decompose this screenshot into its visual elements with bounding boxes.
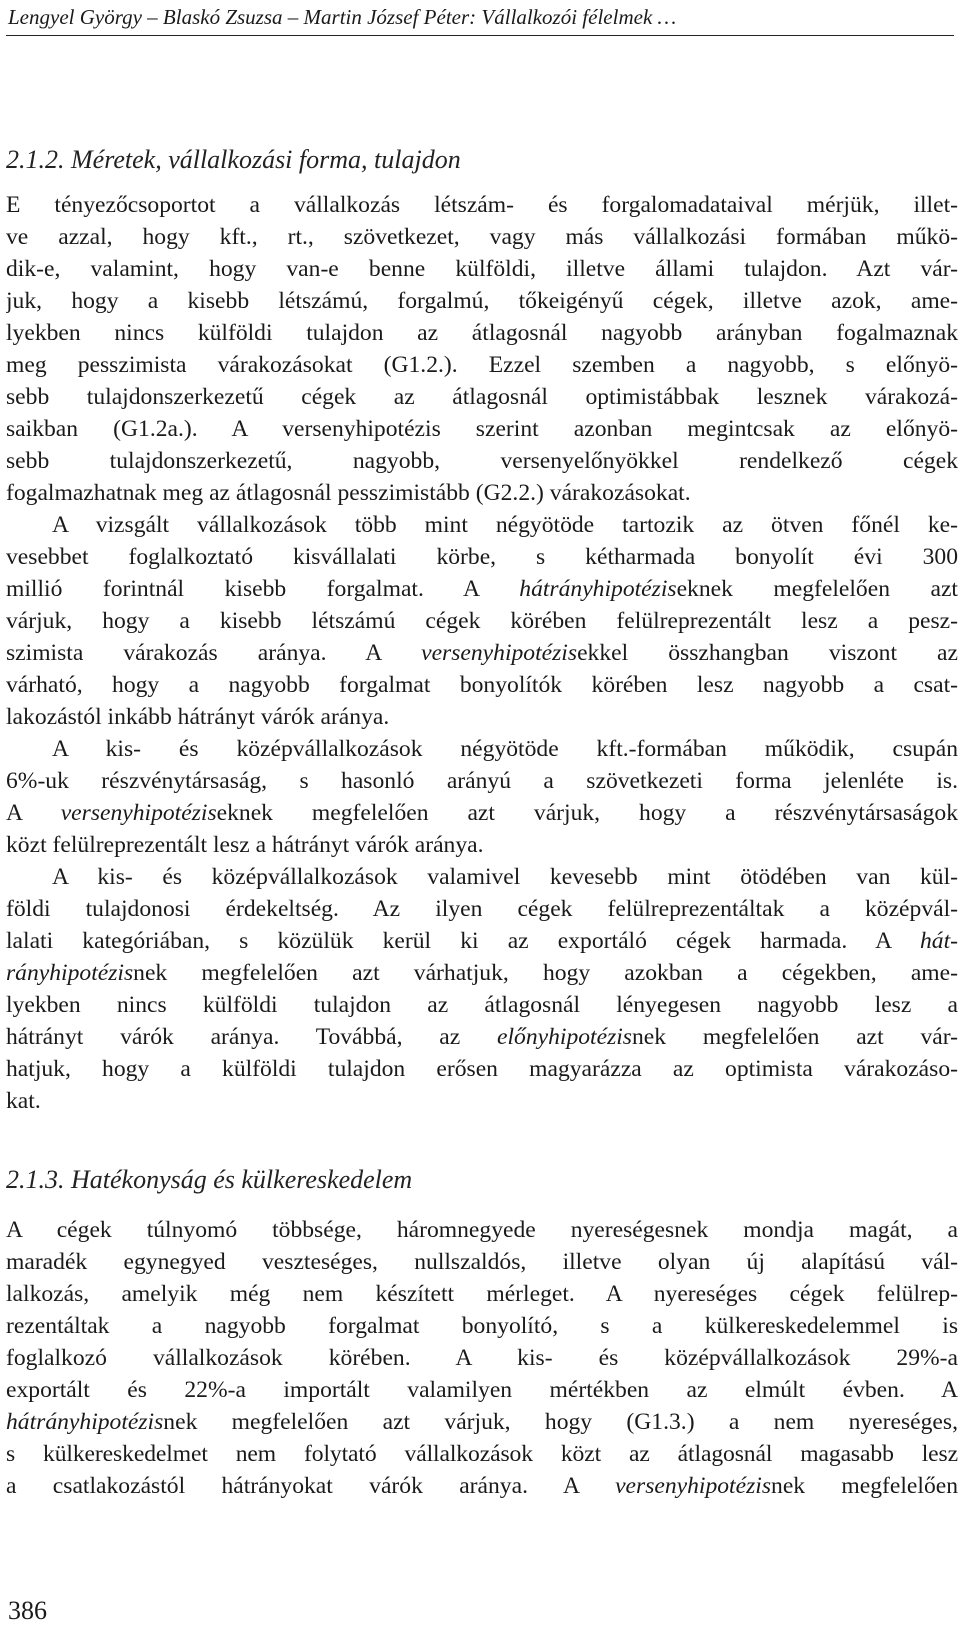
text-line: lakozástól inkább hátrányt várók aránya. — [6, 704, 390, 730]
text-line: s külkereskedelmet nem folytató vállalkozások közt az átlagosnál magasabb lesz — [6, 1441, 958, 1467]
section-heading-2-1-3: 2.1.3. Hatékonyság és külkereskedelem — [6, 1165, 413, 1194]
emphasis: hátrányhipotézis — [519, 576, 677, 602]
text-line: hatjuk, hogy a külföldi tulajdon erősen magyarázza az optimista várakozáso- — [6, 1056, 958, 1082]
text-line: hátrányhipotézisnek megfelelően azt várjuk, hogy (G1.3.) a nem nyereséges, — [6, 1409, 958, 1435]
text-line: vesebbet foglalkoztató kisvállalati körbe, s kétharmada bonyolít évi 300 — [6, 544, 958, 570]
text-line: A kis- és középvállalkozások négyötöde kft.-formában működik, csupán — [52, 736, 958, 762]
emphasis: versenyhipotézis — [60, 800, 217, 826]
text-line: sebb tulajdonszerkezetű cégek az átlagosnál optimistábbak lesznek várakozá- — [6, 384, 958, 410]
text-line: exportált és 22%-a importált valamilyen mértékben az elmúlt évben. A — [6, 1377, 958, 1403]
text-line: A vizsgált vállalkozások több mint négyötöde tartozik az ötven főnél ke- — [52, 512, 958, 538]
paragraph-foreign-ownership — [6, 861, 958, 1117]
emphasis: versenyhipotézis — [615, 1473, 772, 1499]
paragraph-company-size — [6, 509, 958, 733]
text-line: saikban (G1.2a.). A versenyhipotézis szerint azonban megintcsak az előnyö- — [6, 416, 958, 442]
text-line: földi tulajdonosi érdekeltség. Az ilyen cégek felülreprezentáltak a középvál- — [6, 896, 958, 922]
text-line: maradék egynegyed veszteséges, nullszaldós, illetve olyan új alapítású vál- — [6, 1249, 958, 1275]
text-line: rezentáltak a nagyobb forgalmat bonyolító, s a külkereskedelemmel is — [6, 1313, 958, 1339]
text-line: a csatlakozástól hátrányokat várók aránya. A versenyhipotézisnek megfelelően — [6, 1473, 958, 1499]
text-line: rányhipotézisnek megfelelően azt várhatjuk, hogy azokban a cégekben, ame- — [6, 960, 958, 986]
text-line: lalkozás, amelyik még nem készített mérleget. A nyereséges cégek felülrep- — [6, 1281, 958, 1307]
text-line: várjuk, hogy a kisebb létszámú cégek körében felülreprezentált lesz a pesz- — [6, 608, 958, 634]
paragraph-efficiency-trade — [6, 1214, 958, 1502]
emphasis: hátrányhipotézis — [6, 1409, 164, 1435]
text-line: lyekben nincs külföldi tulajdon az átlagosnál lényegesen nagyobb lesz a — [6, 992, 958, 1018]
text-line: szimista várakozás aránya. A versenyhipotézisekkel összhangban viszont az — [6, 640, 958, 666]
emphasis: versenyhipotézis — [421, 640, 578, 666]
text-line: lalati kategóriában, s közülük kerül ki az exportáló cégek harmada. A hát- — [6, 928, 958, 954]
text-line: E tényezőcsoportot a vállalkozás létszám- és forgalomadataival mérjük, illet- — [6, 192, 958, 218]
text-line: fogalmazhatnak meg az átlagosnál pesszimistább (G2.2.) várakozásokat. — [6, 480, 691, 506]
emphasis: előnyhipotézis — [497, 1024, 632, 1050]
paragraph-company-form — [6, 733, 958, 861]
text-line: millió forintnál kisebb forgalmat. A hátrányhipotéziseknek megfelelően azt — [6, 576, 958, 602]
paragraph-size-form-ownership — [6, 189, 958, 509]
text-line: foglalkozó vállalkozások körében. A kis- és középvállalkozások 29%-a — [6, 1345, 958, 1371]
section-heading-2-1-2: 2.1.2. Méretek, vállalkozási forma, tulajdon — [6, 145, 461, 174]
text-line: sebb tulajdonszerkezetű, nagyobb, versenyelőnyökkel rendelkező cégek — [6, 448, 958, 474]
text-line: 6%-uk részvénytársaság, s hasonló arányú a szövetkezeti forma jelenléte is. — [6, 768, 958, 794]
running-title: Lengyel György – Blaskó Zsuzsa – Martin József Péter: Vállalkozói félelmek … — [8, 5, 677, 29]
text-line: kat. — [6, 1088, 41, 1114]
text-line: A cégek túlnyomó többsége, háromnegyede nyereségesnek mondja magát, a — [6, 1217, 958, 1243]
text-line: várható, hogy a nagyobb forgalmat bonyolítók körében lesz nagyobb a csat- — [6, 672, 958, 698]
running-header — [6, 0, 954, 36]
emphasis: hát- — [919, 928, 958, 954]
text-line: juk, hogy a kisebb létszámú, forgalmú, tőkeigényű cégek, illetve azok, ame- — [6, 288, 958, 314]
text-line: lyekben nincs külföldi tulajdon az átlagosnál nagyobb arányban fogalmaznak — [6, 320, 958, 346]
text-line: A kis- és középvállalkozások valamivel kevesebb mint ötödében van kül- — [52, 864, 958, 890]
text-line: közt felülreprezentált lesz a hátrányt várók aránya. — [6, 832, 484, 858]
text-line: A versenyhipotéziseknek megfelelően azt várjuk, hogy a részvénytársaságok — [6, 800, 958, 826]
text-line: hátrányt várók aránya. Továbbá, az előnyhipotézisnek megfelelően azt vár- — [6, 1024, 958, 1050]
emphasis: rányhipotézis — [6, 960, 134, 986]
text-line: ve azzal, hogy kft., rt., szövetkezet, vagy más vállalkozási formában műkö- — [6, 224, 958, 250]
text-line: dik-e, valamint, hogy van-e benne külföldi, illetve állami tulajdon. Azt vár- — [6, 256, 958, 282]
text-line: meg pesszimista várakozásokat (G1.2.). Ezzel szemben a nagyobb, s előnyö- — [6, 352, 958, 378]
page-number: 386 — [8, 1596, 47, 1625]
